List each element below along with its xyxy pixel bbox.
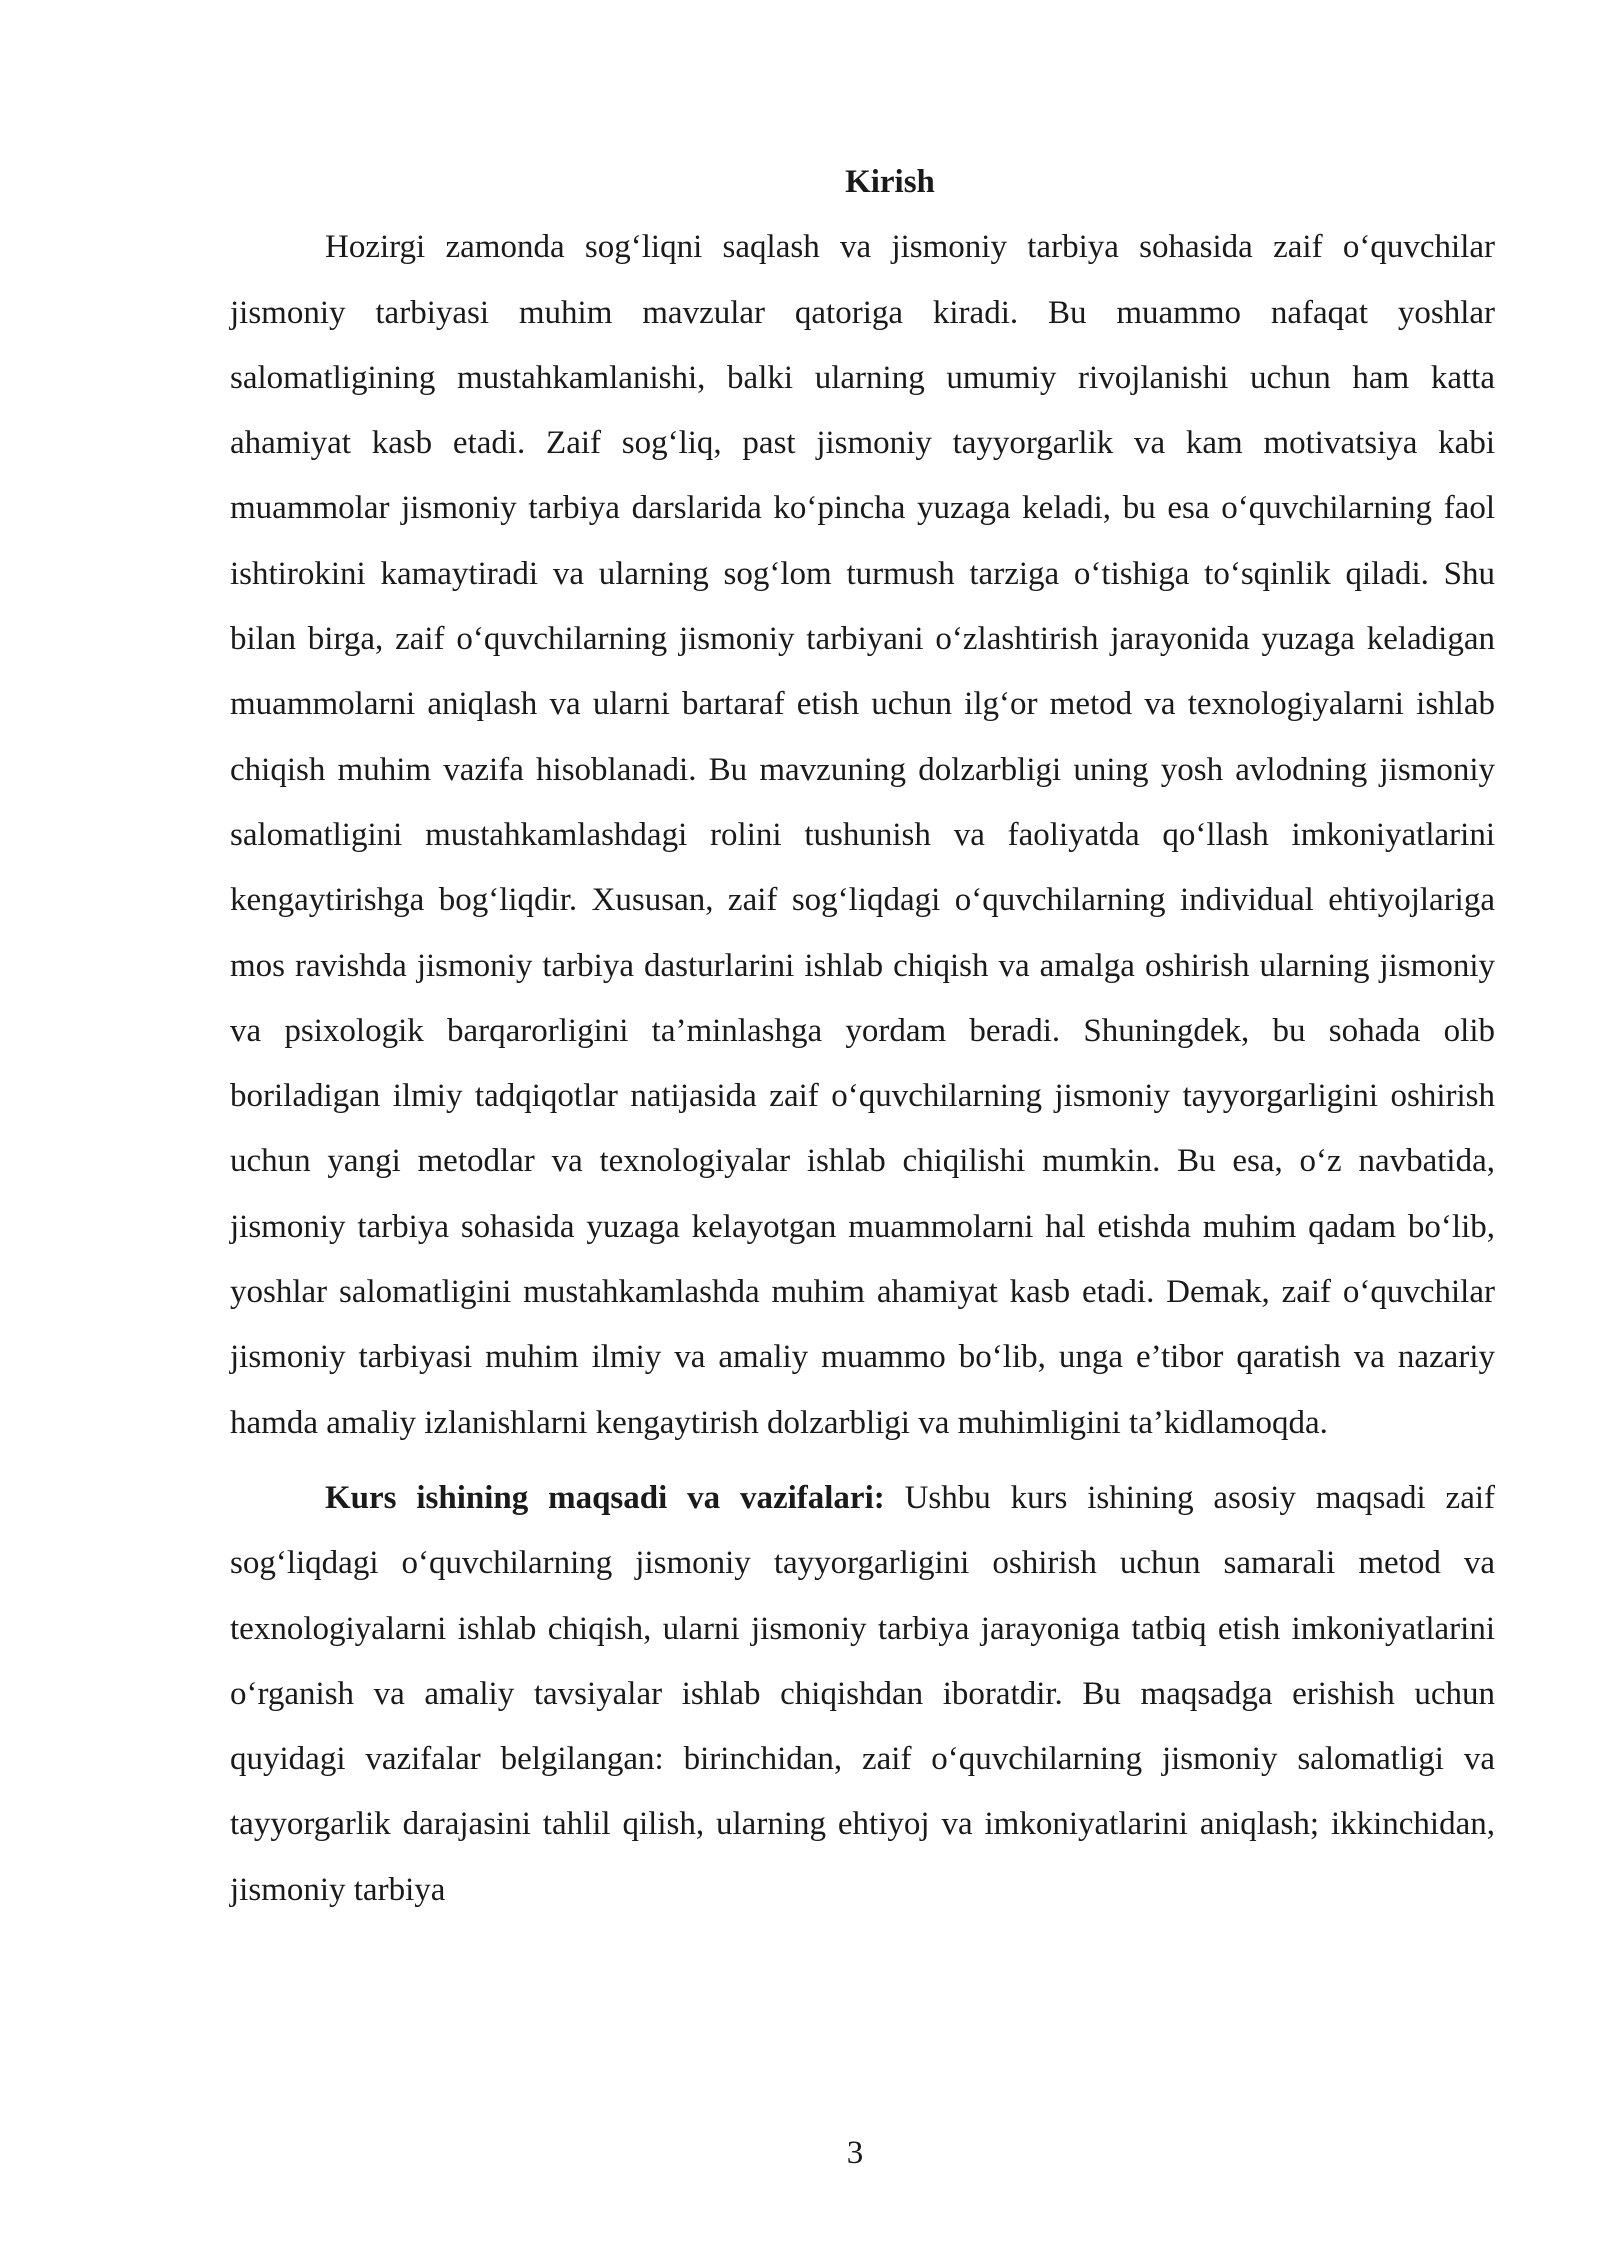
paragraph-introduction [230,215,1495,1456]
paragraph-lead: Kurs ishining maqsadi va vazifalari: [325,1479,885,1516]
paragraph-goals [230,1466,1495,1923]
paragraph-text: Hozirgi zamonda sog‘liqni saqlash va jismoniy tarbiya sohasida zaif o‘quvchilar jismoniy tarbiyasi muhim mavzular qatoriga kiradi. Bu muammo nafaqat yoshlar salomatligining mustahkamlanishi, balki ularning umumiy rivojlanishi uchun ham katta ahamiyat kasb etadi. Zaif sog‘liq, past jismoniy tayyorgarlik va kam motivatsiya kabi muammolar jismoniy tarbiya darslarida ko‘pincha yuzaga keladi, bu esa o‘quvchilarning faol ishtirokini kamaytiradi va ularning sog‘lom turmush tarziga o‘tishiga to‘sqinlik qiladi. Shu bilan birga, zaif o‘quvchilarning jismoniy tarbiyani o‘zlashtirish jarayonida yuzaga keladigan muammolarni aniqlash va ularni bartaraf etish uchun ilg‘or metod va texnologiyalarni ishlab chiqish muhim vazifa hisoblanadi. Bu mavzuning dolzarbligi uning yosh avlodning jismoniy salomatligini mustahkamlashdagi rolini tushunish va faoliyatda qo‘llash imkoniyatlarini kengaytirishga bog‘liqdir. Xususan, zaif sog‘liqdagi o‘quvchilarning individual ehtiyojlariga mos ravishda jismoniy tarbiya dasturlarini ishlab chiqish va amalga oshirish ularning jismoniy va psixologik barqarorligini ta’minlashga yordam beradi. Shuningdek, bu sohada olib boriladigan ilmiy tadqiqotlar natijasida zaif o‘quvchilarning jismoniy tayyorgarligini oshirish uchun yangi metodlar va texnologiyalar ishlab chiqilishi mumkin. Bu esa, o‘z navbatida, jismoniy tarbiya sohasida yuzaga kelayotgan muammolarni hal etishda muhim qadam bo‘lib, yoshlar salomatligini mustahkamlashda muhim ahamiyat kasb etadi. Demak, zaif o‘quvchilar jismoniy tarbiyasi muhim ilmiy va amaliy muammo bo‘lib, unga e’tibor qaratish va nazariy hamda amaliy izlanishlarni kengaytirish dolzarbligi va muhimligini ta’kidlamoqda. [230,229,1495,1441]
paragraph-text: Ushbu kurs ishining asosiy maqsadi zaif sog‘liqdagi o‘quvchilarning jismoniy tayyorgarligini oshirish uchun samarali metod va texnologiyalarni ishlab chiqish, ularni jismoniy tarbiya jarayoniga tatbiq etish imkoniyatlarini o‘rganish va amaliy tavsiyalar ishlab chiqishdan iboratdir. Bu maqsadga erishish uchun quyidagi vazifalar belgilangan: birinchidan, zaif o‘quvchilarning jismoniy salomatligi va tayyorgarlik darajasini tahlil qilish, ularning ehtiyoj va imkoniyatlarini aniqlash; ikkinchidan, jismoniy tarbiya [230,1479,1495,1908]
page-number: 3 [846,2135,864,2171]
section-heading: Kirish [845,164,935,200]
page-content [230,150,1495,1923]
